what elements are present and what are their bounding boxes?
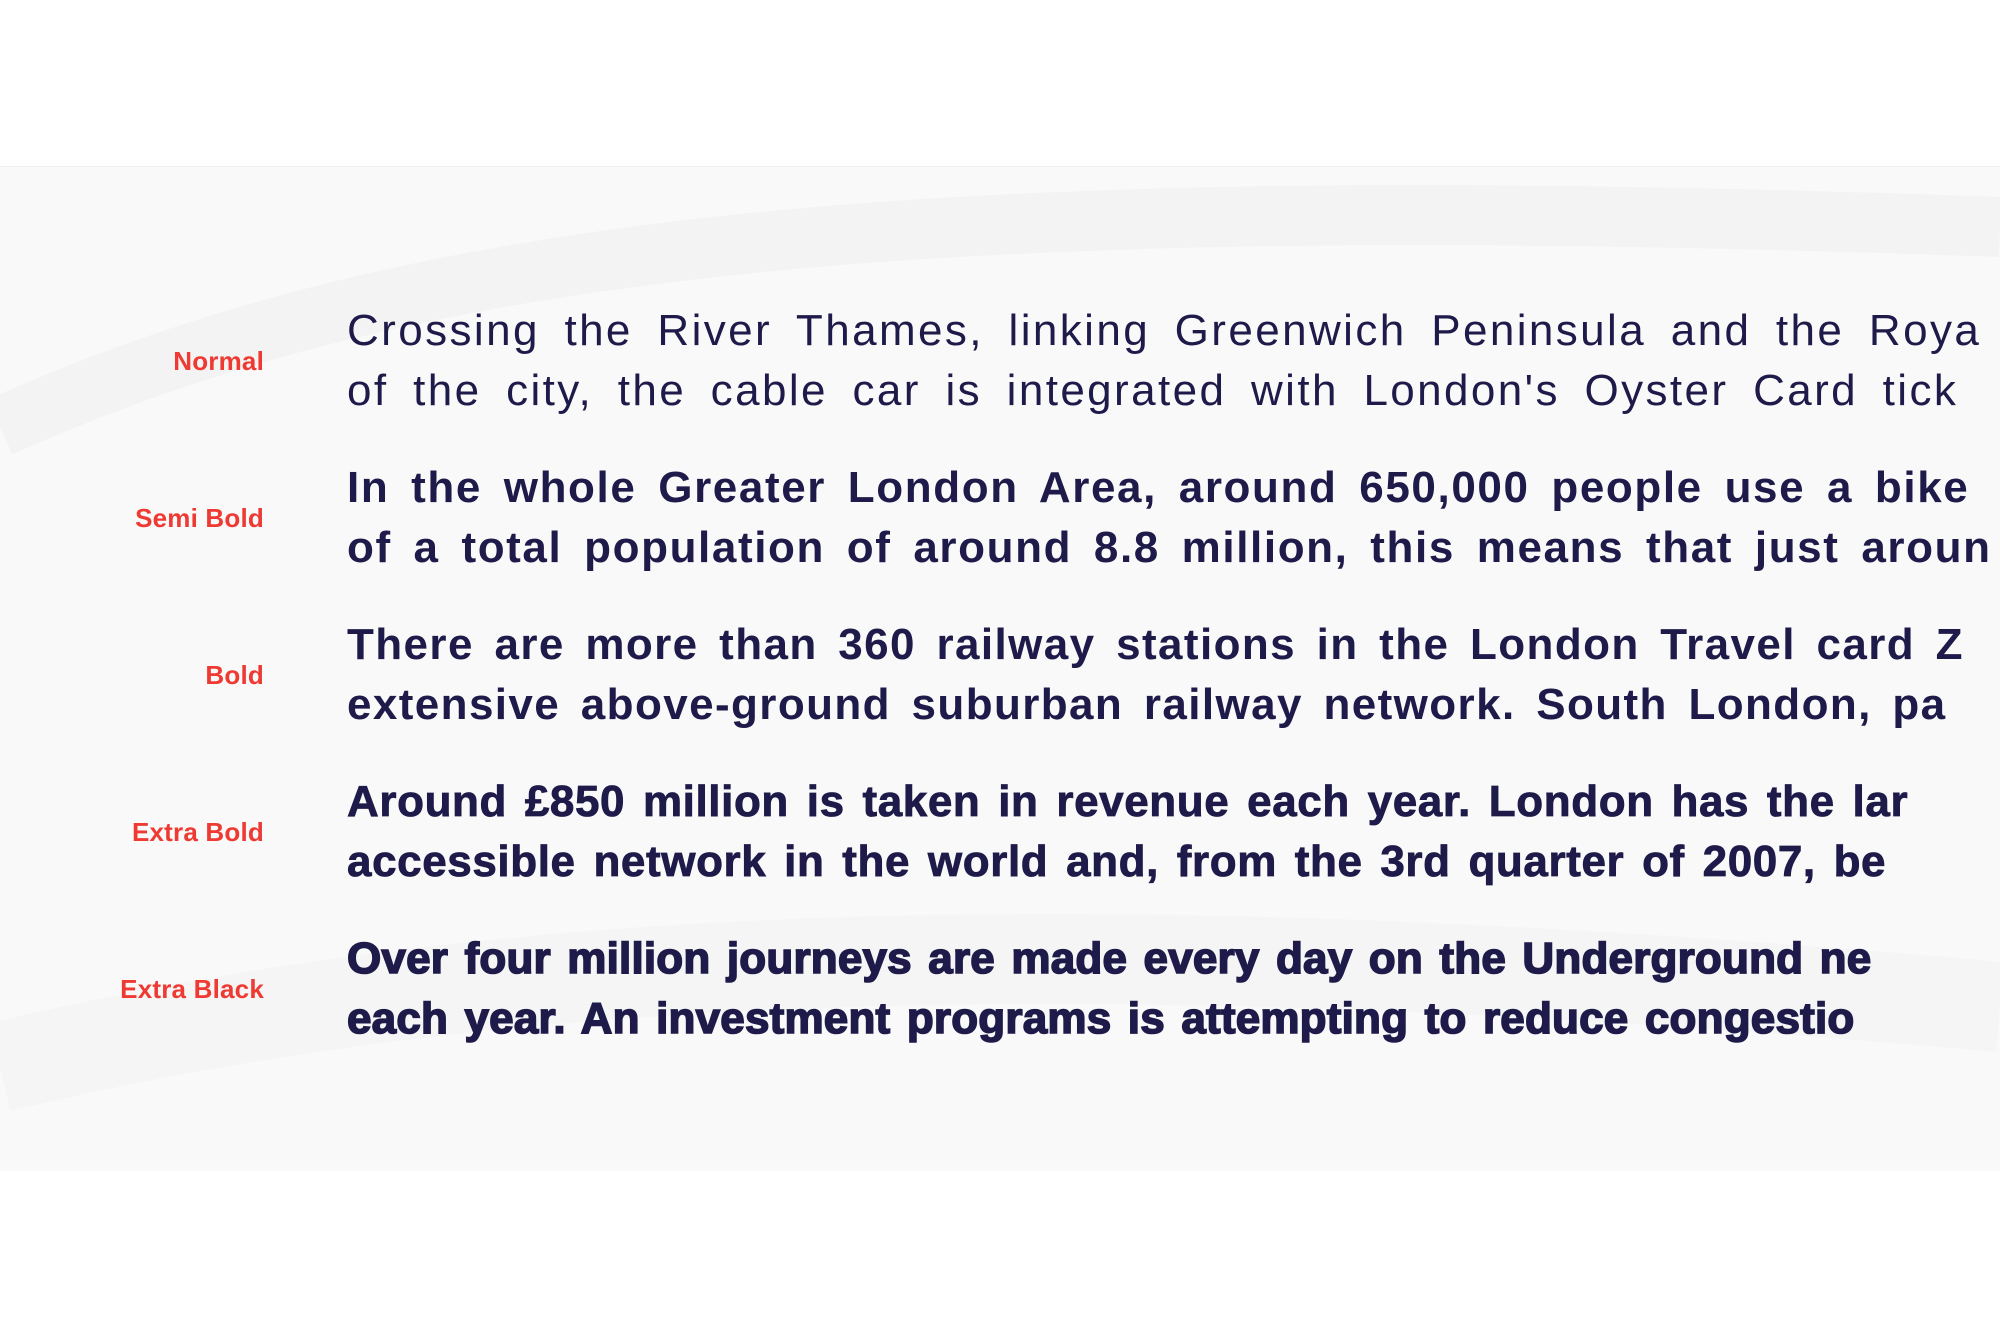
- sample-text: [347, 929, 2000, 1049]
- sample-line: each year. An investment programs is attempting to reduce congestio: [347, 994, 1855, 1043]
- weight-label: Extra Black: [120, 973, 264, 1004]
- sample-line: Crossing the River Thames, linking Greenwich Peninsula and the Roya: [347, 306, 1982, 355]
- sample-line: of a total population of around 8.8 million, this means that just aroun: [347, 523, 1992, 572]
- specimen-row-bold: [0, 605, 2000, 745]
- sample-text: [347, 615, 2000, 735]
- sample-text: [347, 772, 2000, 892]
- sample-line: Over four million journeys are made every day on the Underground ne: [347, 934, 1872, 983]
- sample-line: In the whole Greater London Area, around 650,000 people use a bike: [347, 463, 1970, 512]
- weight-label: Normal: [173, 345, 264, 376]
- sample-text: [347, 458, 2000, 578]
- weight-label: Extra Bold: [131, 816, 264, 847]
- sample-line: extensive above-ground suburban railway network. South London, pa: [347, 680, 1947, 729]
- specimen-row-extra-black: [0, 919, 2000, 1059]
- sample-line: accessible network in the world and, from the 3rd quarter of 2007, be: [347, 837, 1887, 886]
- weight-label: Bold: [205, 659, 264, 690]
- specimen-panel: [0, 166, 2000, 1171]
- sample-line: There are more than 360 railway stations in the London Travel card Z: [347, 620, 1964, 669]
- sample-text: [347, 301, 2000, 421]
- weight-label: Semi Bold: [135, 502, 264, 533]
- specimen-row-extra-bold: [0, 762, 2000, 902]
- sample-line: Around £850 million is taken in revenue each year. London has the lar: [347, 777, 1909, 826]
- specimen-row-normal: [0, 291, 2000, 431]
- sample-line: of the city, the cable car is integrated with London's Oyster Card tick: [347, 366, 1959, 415]
- specimen-row-semi-bold: [0, 448, 2000, 588]
